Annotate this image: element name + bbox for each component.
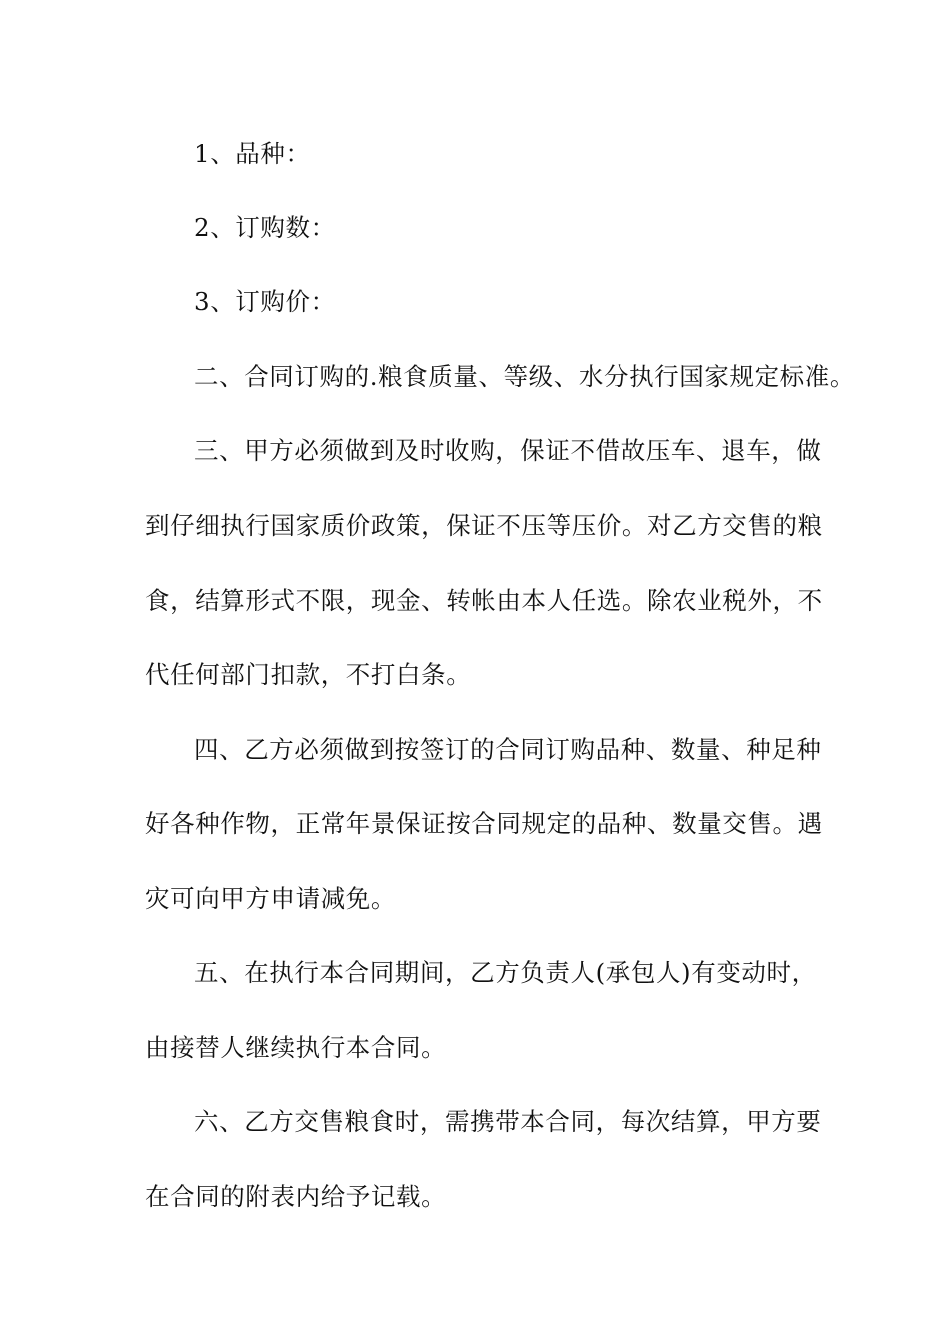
clause-3-line-3: 食，结算形式不限，现金、转帐由本人任选。除农业税外，不	[145, 586, 823, 615]
clause-3-line-2: 到仔细执行国家质价政策，保证不压等压价。对乙方交售的粮	[145, 511, 823, 540]
clause-3-line-1: 三、甲方必须做到及时收购，保证不借故压车、退车，做	[194, 436, 822, 465]
clause-6-line-2: 在合同的附表内给予记载。	[145, 1182, 447, 1211]
clause-4-line-2: 好各种作物，正常年景保证按合同规定的品种、数量交售。遇	[145, 809, 823, 838]
clause-2-line-1: 二、合同订购的.粮食质量、等级、水分执行国家规定标准。	[194, 362, 855, 391]
item-quantity: 2、订购数：	[194, 213, 336, 242]
clause-4-line-1: 四、乙方必须做到按签订的合同订购品种、数量、种足种	[194, 735, 822, 764]
clause-5-line-2: 由接替人继续执行本合同。	[145, 1033, 447, 1062]
clause-6-line-1: 六、乙方交售粮食时，需携带本合同，每次结算，甲方要	[194, 1107, 822, 1136]
clause-4-line-3: 灾可向甲方申请减免。	[145, 884, 396, 913]
item-price: 3、订购价：	[194, 287, 336, 316]
clause-3-line-4: 代任何部门扣款，不打白条。	[145, 660, 472, 689]
item-variety: 1、品种：	[194, 139, 311, 168]
clause-5-line-1: 五、在执行本合同期间，乙方负责人(承包人)有变动时，	[194, 958, 817, 987]
